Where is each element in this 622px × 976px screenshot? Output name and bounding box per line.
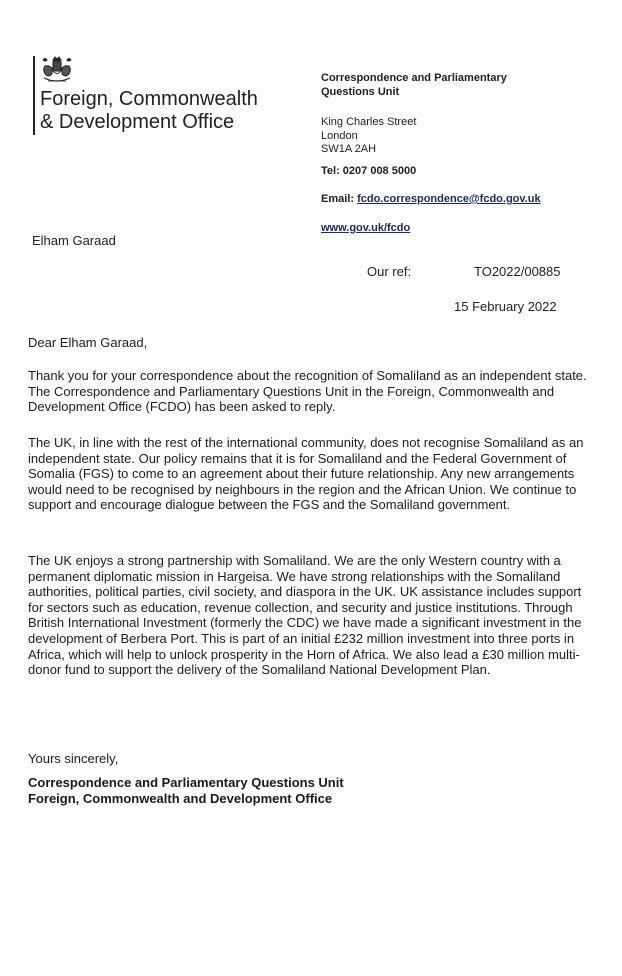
closing: Yours sincerely, <box>28 751 119 766</box>
paragraph-2: The UK, in line with the rest of the international community, does not recognise Somaliland as an independent state. Our policy remains that it is for Somaliland and the Federal Government of Somalia (FGS) to come to an agreement about their future relationship. Any new arrangements would need to be recognised by neighbours in the region and the African Union. We continue to support and encourage dialogue between the FGS and the Somaliland government. <box>28 435 584 513</box>
sender-address <box>321 116 416 157</box>
department-logo <box>40 88 258 134</box>
signature-line-1: Correspondence and Parliamentary Questions Unit <box>28 775 344 790</box>
logo-divider <box>33 56 35 135</box>
paragraph-3: The UK enjoys a strong partnership with Somaliland. We are the only Western country with a permanent diplomatic mission in Hargeisa. We have strong relationships with the Somaliland authorities, political parties, civil society, and diaspora in the UK. UK assistance includes support for sectors such as education, revenue collection, and security and justice institutions. Through British International Investment (formerly the CDC) we have made a significant investment in the development of Berbera Port. This is part of an initial £232 million investment into three ports in Africa, which will help to unlock prosperity in the Horn of Africa. We also lead a £30 million multi-donor fund to support the delivery of the Somaliland National Development Plan. <box>28 553 582 678</box>
reference-number: TO2022/00885 <box>474 264 561 279</box>
sender-email <box>321 193 541 207</box>
sender-website <box>321 222 410 236</box>
logo-line-1: Foreign, Commonwealth <box>40 88 258 110</box>
signature-line-2: Foreign, Commonwealth and Development Office <box>28 791 333 806</box>
address-line-3: SW1A 2AH <box>321 143 377 155</box>
logo-line-2: & Development Office <box>40 111 235 133</box>
email-label: Email: <box>321 193 358 205</box>
address-line-1: King Charles Street <box>321 116 417 128</box>
website-link[interactable]: www.gov.uk/fcdo <box>321 222 411 234</box>
signature-block <box>28 775 344 807</box>
paragraph-1: Thank you for your correspondence about the recognition of Somaliland as an independent state. The Correspondence and Parliamentary Questions Unit in the Foreign, Commonwealth and Development Office (FCDO) has been asked to reply. <box>28 368 587 415</box>
salutation: Dear Elham Garaad, <box>28 335 148 350</box>
reference-label: Our ref: <box>367 264 412 279</box>
recipient-name: Elham Garaad <box>32 233 116 248</box>
unit-line-2: Questions Unit <box>321 85 400 98</box>
letter-date: 15 February 2022 <box>454 299 557 314</box>
sender-unit <box>321 72 507 99</box>
sender-telephone: Tel: 0207 008 5000 <box>321 165 417 177</box>
unit-line-1: Correspondence and Parliamentary <box>321 72 507 84</box>
email-link[interactable]: fcdo.correspondence@fcdo.gov.uk <box>357 193 541 205</box>
address-line-2: London <box>321 129 358 142</box>
royal-coat-of-arms-icon <box>38 54 76 88</box>
